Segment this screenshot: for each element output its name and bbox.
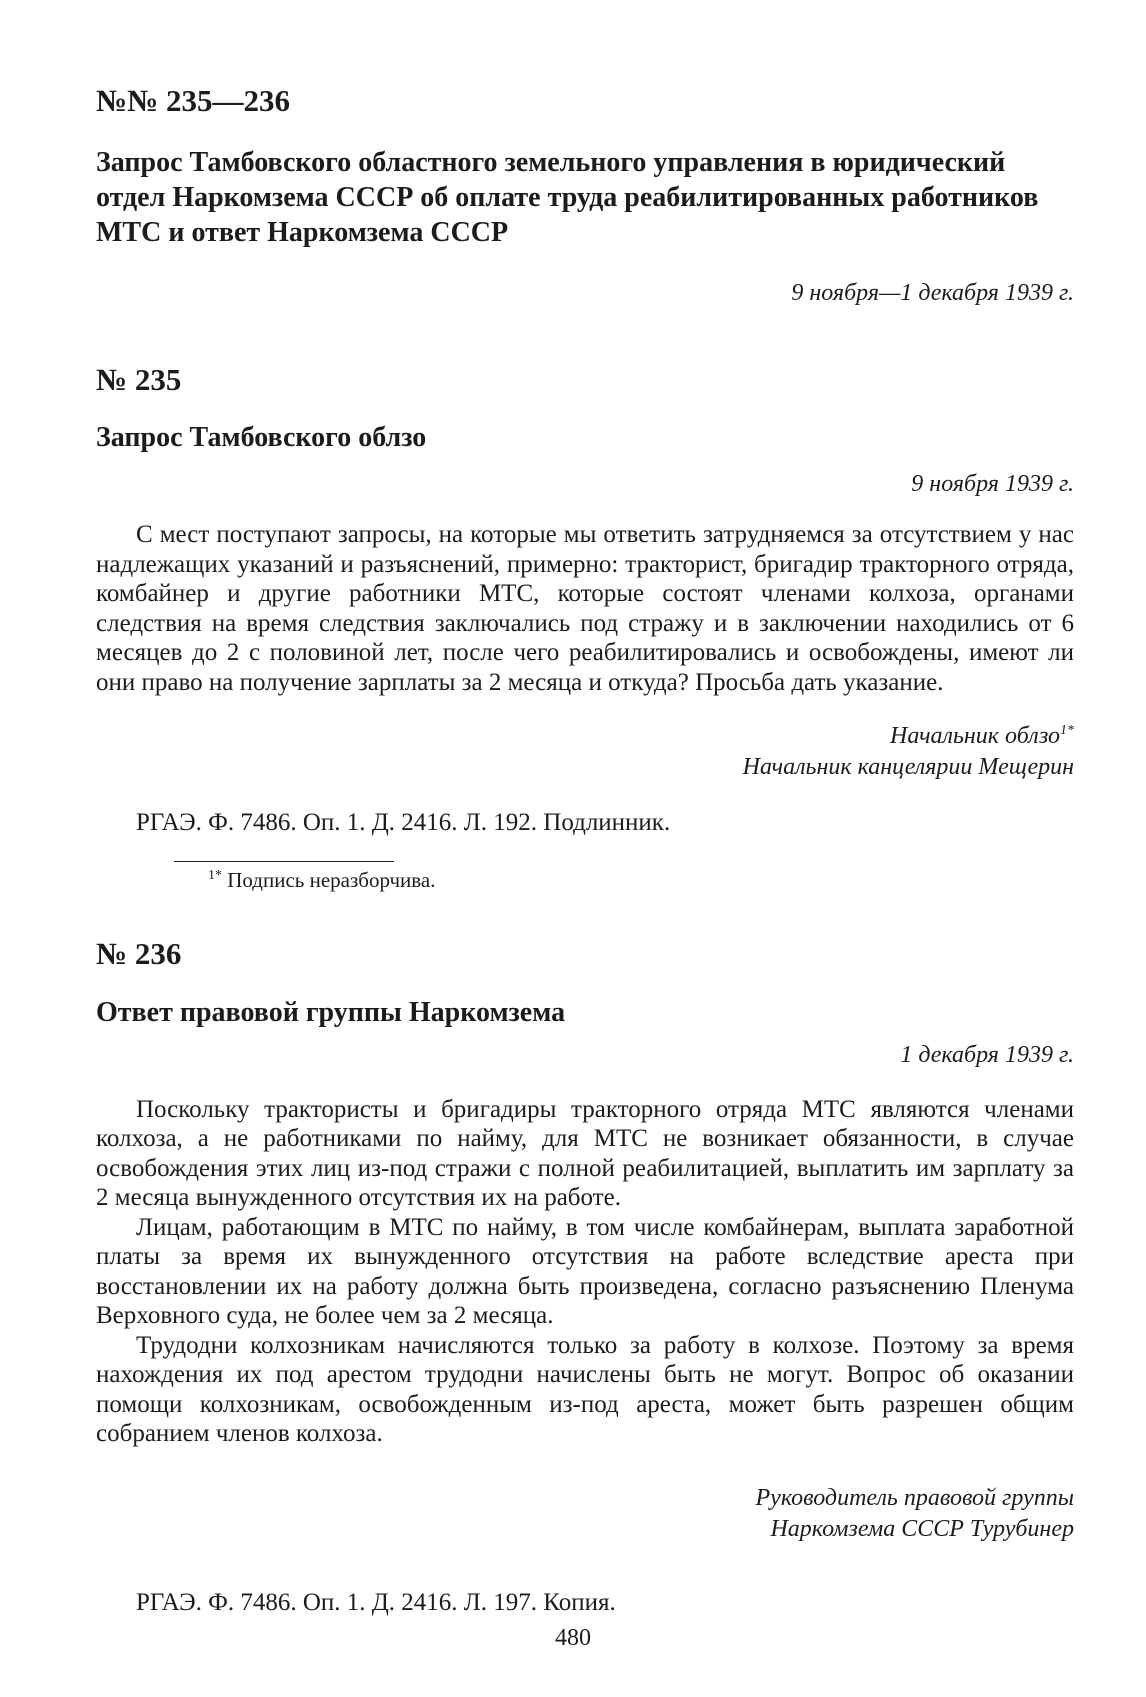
- doc-235-signature-line2: Начальник канцелярии Мещерин: [742, 754, 1074, 781]
- doc-235-signature-title: Начальник облзо: [890, 723, 1060, 750]
- doc-236-paragraph-2: Лицам, работающим в МТС по найму, в том числе комбайнерам, выплата заработной платы за время их вынужденного отсутствия на работе вследствие ареста при восстановлении их на работу должна быть произведена, согласно разъяснению Пленума Верховного суда, не более чем за 2 месяца.: [96, 1213, 1074, 1330]
- doc-235-source: РГАЭ. Ф. 7486. Оп. 1. Д. 2416. Л. 192. Подлинник.: [136, 809, 671, 837]
- doc-236-text: [96, 1095, 1074, 1449]
- doc-235-signature-line1: [96, 721, 1074, 752]
- doc-235-text: С мест поступают запросы, на которые мы ответить затрудняемся за отсутствием у нас надлежащих указаний и разъяснений, примерно: тракторист, бригадир тракторного отряда, комбайнер и другие работники МТС, которые состоят членами колхоза, органами следствия на время следствия заключались под стражу и в заключении находились от 6 месяцев до 2 с половиной лет, после чего реабилитировались и освобождены, имеют ли они право на получение зарплаты за 2 месяца и откуда? Просьба дать указание.: [96, 521, 1074, 696]
- doc-236-paragraph-3: Трудодни колхозникам начисляются только за работу в колхозе. Поэтому за время нахождения их под арестом трудодни начислены быть не могут. Вопрос об оказании помощи колхозникам, освобожденным из-под ареста, может быть разрешен общим собранием членов колхоза.: [96, 1331, 1074, 1448]
- header-title: Запрос Тамбовского областного земельного управления в юридический отдел Наркомзема СССР об оплате труда реабилитированных работников МТС и ответ Наркомзема СССР: [96, 147, 1039, 249]
- doc-236-signature: [96, 1483, 1074, 1545]
- doc-236-signature-line1: Руководитель правовой группы: [755, 1484, 1074, 1511]
- doc-236-title: Ответ правовой группы Наркомзема: [96, 996, 566, 1028]
- footnote-text: Подпись неразборчива.: [222, 868, 436, 893]
- doc-235-number: № 235: [96, 362, 182, 398]
- doc-235-signature: [96, 721, 1074, 783]
- doc-235-date: 9 ноября 1939 г.: [911, 471, 1074, 498]
- doc-236-number: № 236: [96, 936, 182, 972]
- doc-236-signature-line2: Наркомзема СССР Турубинер: [770, 1515, 1074, 1542]
- header-number: №№ 235—236: [96, 83, 291, 118]
- doc-235-title: Запрос Тамбовского облзо: [96, 422, 427, 454]
- footnote: [96, 868, 1074, 893]
- doc-236-source: РГАЭ. Ф. 7486. Оп. 1. Д. 2416. Л. 197. Копия.: [136, 1588, 616, 1616]
- document-page: [96, 70, 1074, 1617]
- footnote-rule: [174, 861, 394, 862]
- footnote-mark: 1*: [208, 868, 222, 884]
- doc-236-date: 1 декабря 1939 г.: [900, 1041, 1074, 1068]
- doc-235-footnote-mark: 1*: [1060, 723, 1074, 739]
- header-date: 9 ноября—1 декабря 1939 г.: [791, 280, 1074, 307]
- page-number: 480: [555, 1625, 591, 1651]
- doc-236-paragraph-1: Поскольку трактористы и бригадиры тракторного отряда МТС являются членами колхоза, а не работниками по найму, для МТС не возникает обязанности, в случае освобождения этих лиц из-под стражи с полной реабилитацией, выплатить им зарплату за 2 месяца вынужденного отсутствия их на работе.: [96, 1095, 1074, 1212]
